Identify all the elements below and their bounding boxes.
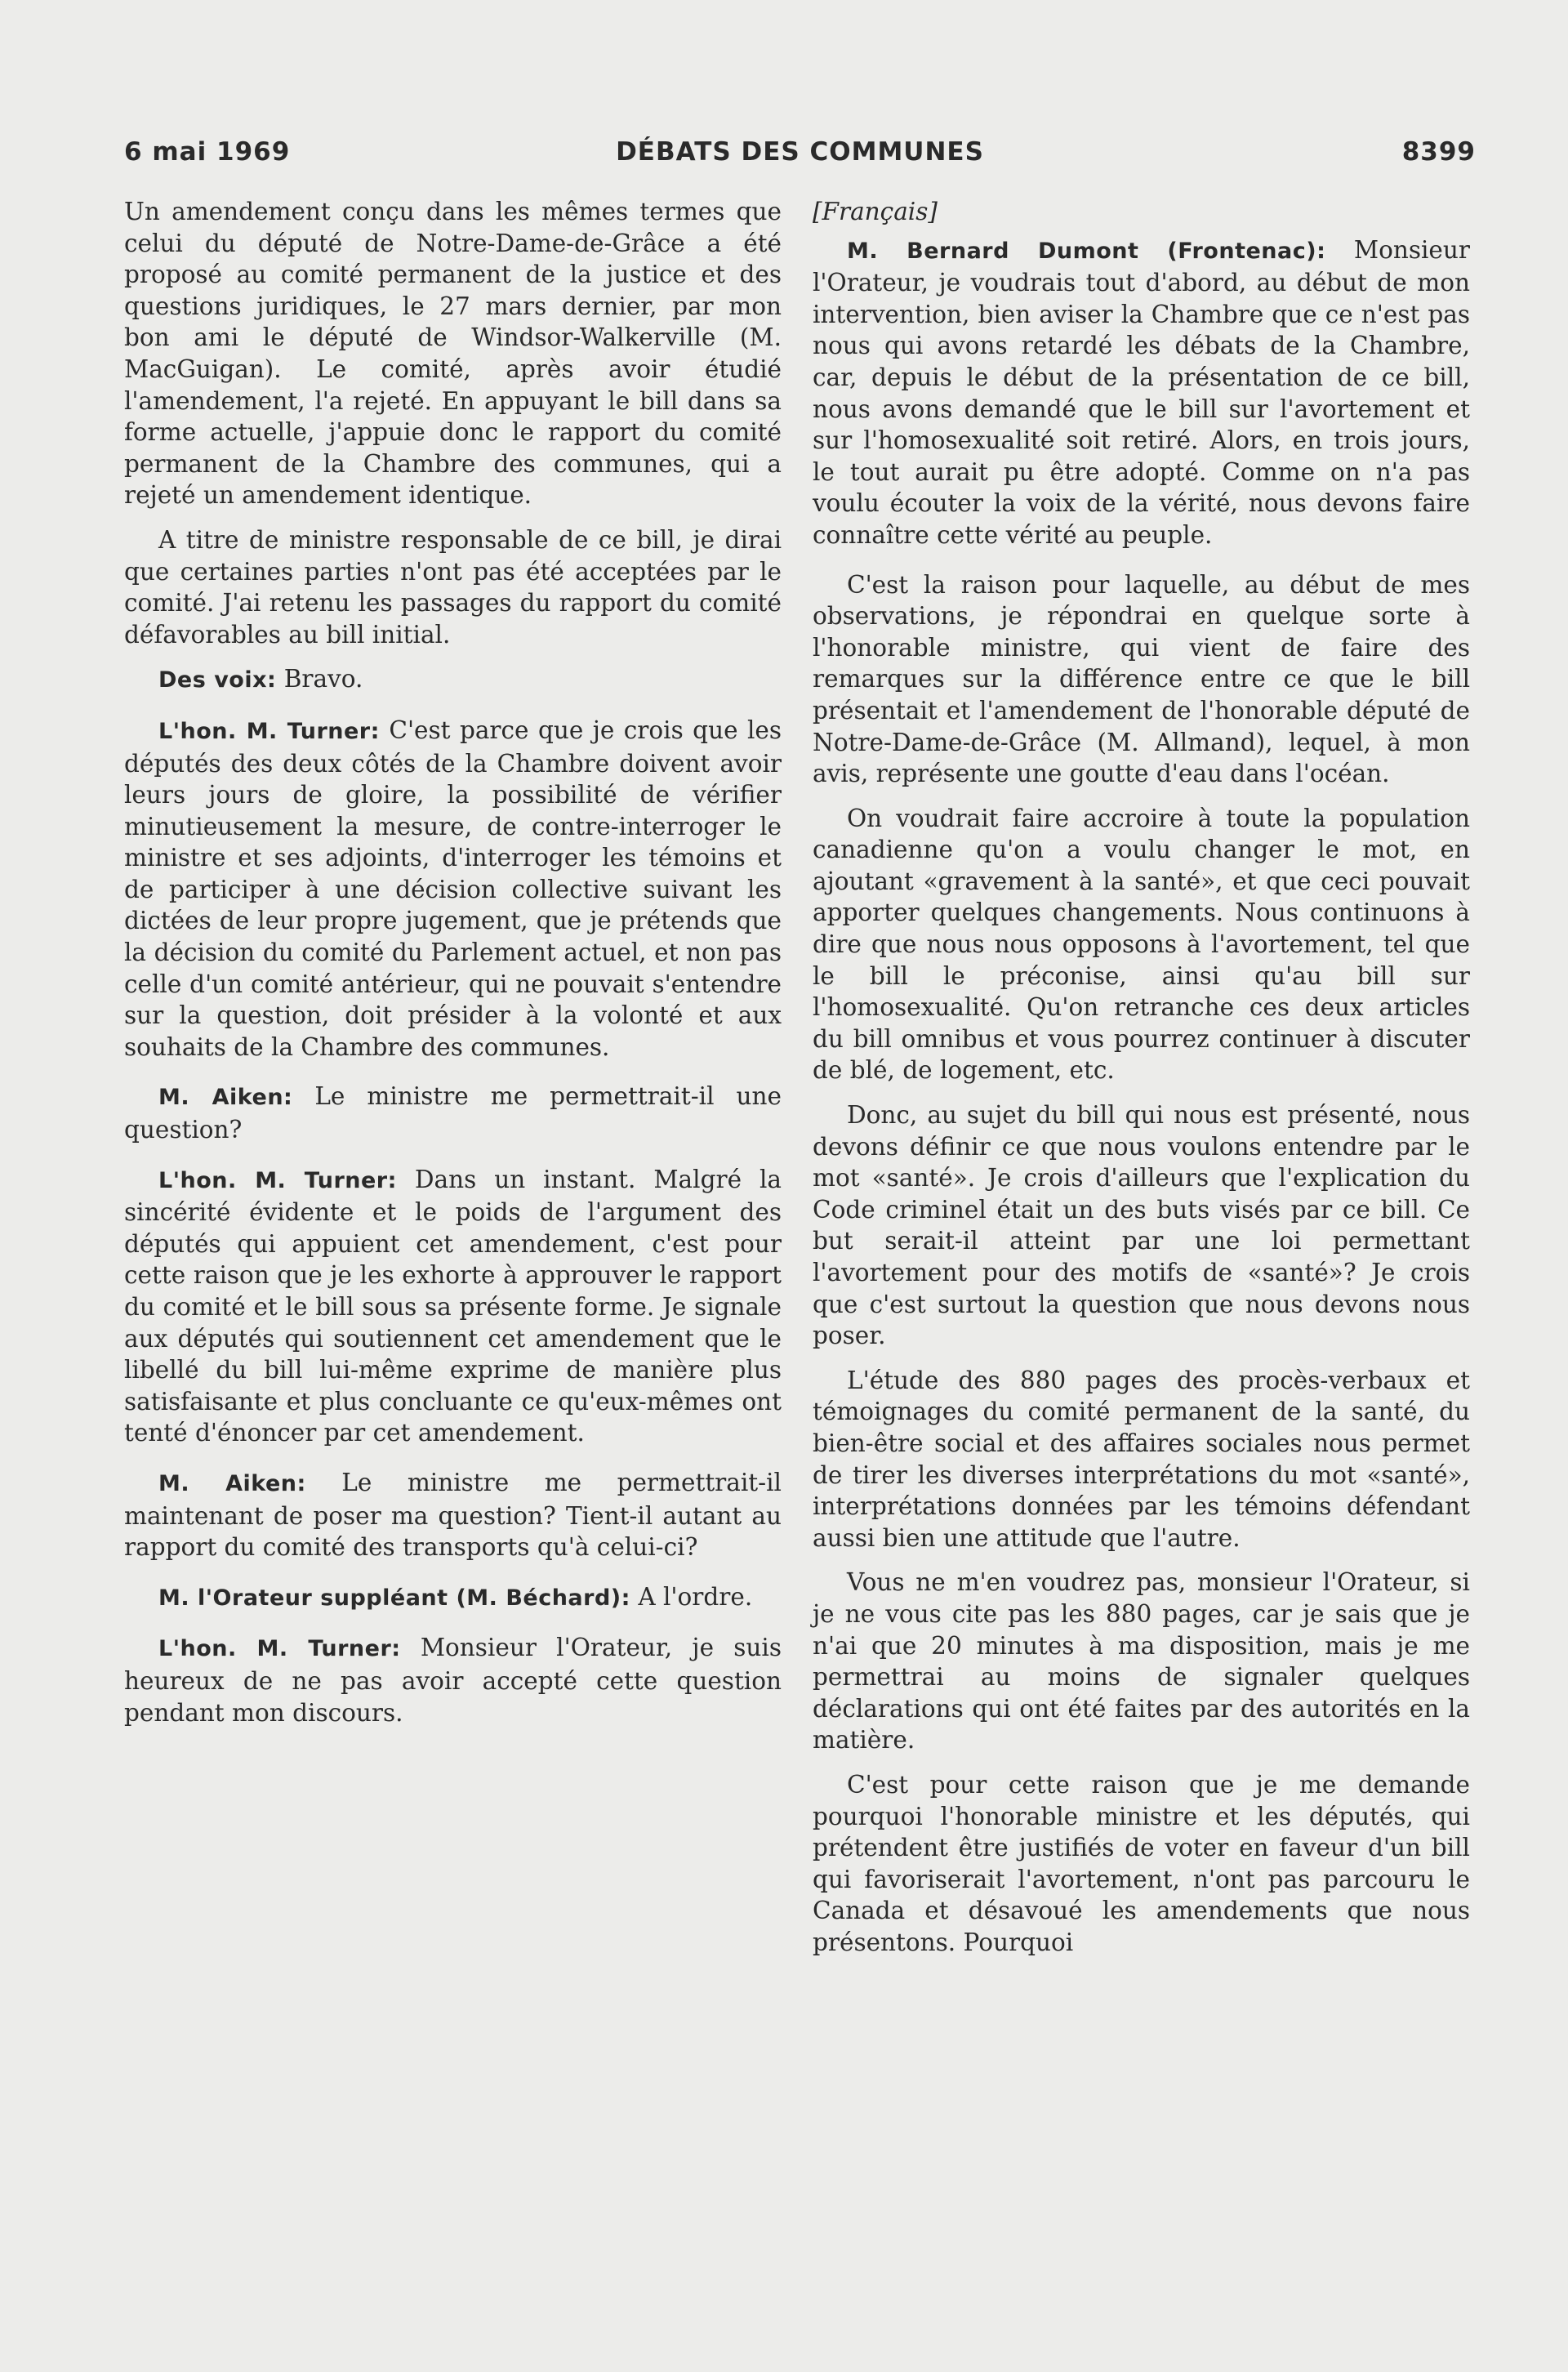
speech-text: C'est parce que je crois que les députés des deux côtés de la Chambre doivent avoir leurs jours de gloire, la possibilité de vérifier minutieusement la mesure, de contre-interroger le ministre et ses adjoints, d'interroger les témoins et de participer à une décision collective suivant les dictées de leur propre jugement, que je prétends que la décision du comité du Parlement actuel, et non pas celle d'un comité antérieur, qui ne pouvait s'entendre sur la question, doit présider à la volonté et aux souhaits de la Chambre des communes. xyxy=(124,716,782,1061)
speech-text: Le ministre me permettrait-il une question? xyxy=(124,1082,782,1144)
speech-text: Le ministre me permettrait-il maintenant de poser ma question? Tient-il autant au rapport du comité des transports qu'à celui-ci? xyxy=(124,1468,782,1562)
speech-paragraph xyxy=(124,1164,782,1449)
speech-paragraph xyxy=(124,1081,782,1145)
speaker-name: M. l'Orateur suppléant (M. Béchard): xyxy=(158,1585,630,1611)
speech-paragraph xyxy=(124,1467,782,1563)
speech-paragraph xyxy=(124,715,782,1063)
body-paragraph: C'est pour cette raison que je me demande pourquoi l'honorable ministre et les députés, qui prétendent être justifiés de voter en faveur d'un bill qui favoriserait l'avortement, n'ont pas parcouru le Canada et désavoué les amendements que nous présentons. Pourquoi xyxy=(813,1770,1470,1956)
speech-paragraph xyxy=(813,234,1470,551)
language-tag: [Français] xyxy=(813,198,938,225)
body-paragraph: A titre de ministre responsable de ce bill, je dirai que certaines parties n'ont pas été acceptées par le comité. J'ai retenu les passages du rapport du comité défavorables au bill initial. xyxy=(124,525,782,649)
speech-text: Dans un instant. Malgré la sincérité évidente et le poids de l'argument des députés qui appuient cet amendement, c'est pour cette raison que je les exhorte à approuver le rapport du comité et le bill sous sa présente forme. Je signale aux députés qui soutiennent cet amendement que le libellé du bill lui-même exprime de manière plus satisfaisante et plus concluante ce qu'eux-mêmes ont tenté d'énoncer par cet amendement. xyxy=(124,1165,782,1447)
speaker-name: M. Aiken: xyxy=(158,1085,293,1111)
body-paragraph: Donc, au sujet du bill qui nous est présenté, nous devons définir ce que nous voulons entendre par le mot «santé». Je crois d'ailleurs que l'explication du Code criminel était un des buts visés par ce bill. Ce but serait-il atteint par une loi permettant l'avortement pour des motifs de «santé»? Je crois que c'est surtout la question que nous devons nous poser. xyxy=(813,1101,1470,1350)
speech-text: A l'ordre. xyxy=(630,1582,753,1611)
left-column xyxy=(124,196,782,1746)
speech-text: Bravo. xyxy=(276,665,363,693)
speech-paragraph xyxy=(124,1581,782,1615)
header-page-number: 8399 xyxy=(1401,137,1476,167)
speaker-name: M. Aiken: xyxy=(158,1470,306,1496)
speech-paragraph xyxy=(124,663,782,697)
body-paragraph: Vous ne m'en voudrez pas, monsieur l'Orateur, si je ne vous cite pas les 880 pages, car je sais que je n'ai que 20 minutes à ma disposition, mais je me permettrai au moins de signaler quelques déclarations qui ont été faites par des autorités en la matière. xyxy=(813,1568,1470,1754)
speaker-name: L'hon. M. Turner: xyxy=(158,1167,397,1193)
speech-text: Monsieur l'Orateur, je suis heureux de ne pas avoir accepté cette question pendant mon discours. xyxy=(124,1634,782,1727)
right-column xyxy=(813,196,1470,1971)
speech-paragraph xyxy=(124,1632,782,1728)
body-paragraph: Un amendement conçu dans les mêmes termes que celui du député de Notre-Dame-de-Grâce a été proposé au comité permanent de la justice et des questions juridiques, le 27 mars dernier, par mon bon ami le député de Windsor-Walkerville (M. MacGuigan). Le comité, après avoir étudié l'amendement, l'a rejeté. En appuyant le bill dans sa forme actuelle, j'appuie donc le rapport du comité permanent de la Chambre des communes, qui a rejeté un amendement identique. xyxy=(124,198,782,510)
body-paragraph: On voudrait faire accroire à toute la population canadienne qu'on a voulu changer le mot, en ajoutant «gravement à la santé», et que ceci pouvait apporter quelques changements. Nous continuons à dire que nous nous opposons à l'avortement, tel que le bill le préconise, ainsi qu'au bill sur l'homosexualité. Qu'on retranche ces deux articles du bill omnibus et vous pourrez continuer à discuter de blé, de logement, etc. xyxy=(813,804,1470,1085)
speaker-name: Des voix: xyxy=(158,667,277,693)
body-paragraph: C'est la raison pour laquelle, au début de mes observations, je répondrai en quelque sorte à l'honorable ministre, qui vient de faire des remarques sur la différence entre ce que le bill présentait et l'amendement de l'honorable député de Notre-Dame-de-Grâce (M. Allmand), lequel, à mon avis, représente une goutte d'eau dans l'océan. xyxy=(813,570,1470,788)
header-date: 6 mai 1969 xyxy=(124,137,291,167)
speaker-name: M. Bernard Dumont (Frontenac): xyxy=(847,238,1326,264)
speaker-name: L'hon. M. Turner: xyxy=(158,1636,401,1662)
page-header xyxy=(124,137,1476,178)
speech-text: Monsieur l'Orateur, je voudrais tout d'abord, au début de mon intervention, bien aviser la Chambre que ce n'est pas nous qui avons retardé les débats de la Chambre, car, depuis le début de la présentation de ce bill, nous avons demandé que le bill sur l'avortement et sur l'homosexualité soit retiré. Alors, en trois jours, le tout aurait pu être adopté. Comme on n'a pas voulu écouter la voix de la vérité, nous devons faire connaître cette vérité au peuple. xyxy=(813,235,1470,549)
body-paragraph: L'étude des 880 pages des procès-verbaux et témoignages du comité permanent de la santé, du bien-être social et des affaires sociales nous permet de tirer les diverses interprétations du mot «santé», interprétations données par les témoins défendant aussi bien une attitude que l'autre. xyxy=(813,1366,1470,1552)
speaker-name: L'hon. M. Turner: xyxy=(158,718,380,744)
header-title: DÉBATS DES COMMUNES xyxy=(616,137,984,167)
